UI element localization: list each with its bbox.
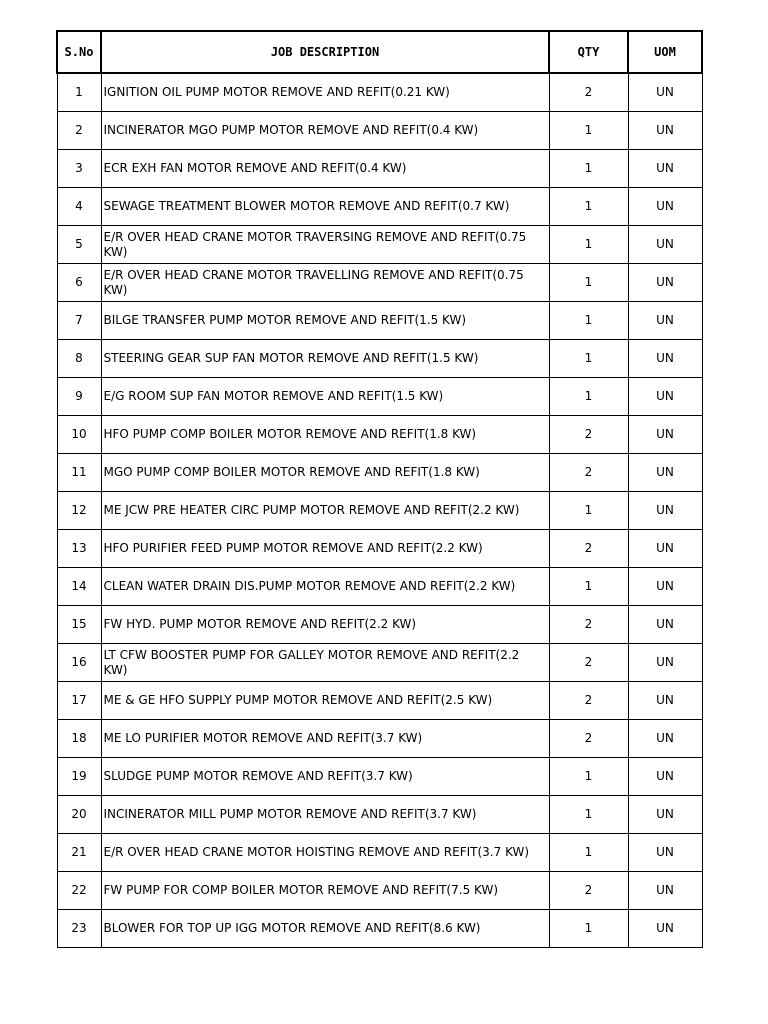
table-row (57, 682, 702, 720)
row-uom: UN (628, 454, 702, 492)
table-row (57, 796, 702, 834)
row-qty: 1 (549, 112, 628, 150)
row-qty: 2 (549, 454, 628, 492)
row-sno: 23 (57, 910, 101, 948)
row-qty: 2 (549, 416, 628, 454)
row-sno: 5 (57, 226, 101, 264)
row-sno: 14 (57, 568, 101, 606)
job-rows (57, 73, 702, 948)
table-row (57, 112, 702, 150)
row-qty: 2 (549, 606, 628, 644)
table-row (57, 644, 702, 682)
table-row (57, 150, 702, 188)
row-sno: 1 (57, 73, 101, 112)
row-uom: UN (628, 872, 702, 910)
header-sno: S.No (57, 31, 101, 73)
row-qty: 1 (549, 834, 628, 872)
row-description: ME & GE HFO SUPPLY PUMP MOTOR REMOVE AND REFIT(2.5 KW) (101, 682, 549, 720)
table-row (57, 910, 702, 948)
row-uom: UN (628, 530, 702, 568)
row-uom: UN (628, 112, 702, 150)
row-sno: 9 (57, 378, 101, 416)
row-uom: UN (628, 682, 702, 720)
table-row (57, 226, 702, 264)
row-description: HFO PUMP COMP BOILER MOTOR REMOVE AND REFIT(1.8 KW) (101, 416, 549, 454)
table-row (57, 492, 702, 530)
row-description: LT CFW BOOSTER PUMP FOR GALLEY MOTOR REMOVE AND REFIT(2.2 KW) (101, 644, 549, 682)
row-qty: 1 (549, 302, 628, 340)
row-description: E/R OVER HEAD CRANE MOTOR TRAVERSING REMOVE AND REFIT(0.75 KW) (101, 226, 549, 264)
table-row (57, 872, 702, 910)
row-description: FW HYD. PUMP MOTOR REMOVE AND REFIT(2.2 KW) (101, 606, 549, 644)
row-qty: 2 (549, 644, 628, 682)
row-qty: 1 (549, 758, 628, 796)
row-description: HFO PURIFIER FEED PUMP MOTOR REMOVE AND REFIT(2.2 KW) (101, 530, 549, 568)
row-sno: 3 (57, 150, 101, 188)
row-description: FW PUMP FOR COMP BOILER MOTOR REMOVE AND REFIT(7.5 KW) (101, 872, 549, 910)
row-sno: 6 (57, 264, 101, 302)
row-description: E/R OVER HEAD CRANE MOTOR TRAVELLING REMOVE AND REFIT(0.75 KW) (101, 264, 549, 302)
row-sno: 20 (57, 796, 101, 834)
row-uom: UN (628, 758, 702, 796)
row-uom: UN (628, 73, 702, 112)
row-qty: 2 (549, 720, 628, 758)
table-row (57, 264, 702, 302)
row-sno: 11 (57, 454, 101, 492)
row-sno: 2 (57, 112, 101, 150)
table-row (57, 834, 702, 872)
row-sno: 22 (57, 872, 101, 910)
row-uom: UN (628, 834, 702, 872)
row-sno: 12 (57, 492, 101, 530)
table-row (57, 302, 702, 340)
table-row (57, 340, 702, 378)
row-uom: UN (628, 264, 702, 302)
row-uom: UN (628, 378, 702, 416)
row-uom: UN (628, 226, 702, 264)
row-uom: UN (628, 606, 702, 644)
row-qty: 1 (549, 568, 628, 606)
row-sno: 18 (57, 720, 101, 758)
job-table (56, 30, 703, 948)
row-qty: 2 (549, 73, 628, 112)
row-qty: 1 (549, 226, 628, 264)
row-uom: UN (628, 302, 702, 340)
row-description: INCINERATOR MGO PUMP MOTOR REMOVE AND REFIT(0.4 KW) (101, 112, 549, 150)
row-description: MGO PUMP COMP BOILER MOTOR REMOVE AND REFIT(1.8 KW) (101, 454, 549, 492)
table-row (57, 568, 702, 606)
row-description: BILGE TRANSFER PUMP MOTOR REMOVE AND REFIT(1.5 KW) (101, 302, 549, 340)
row-description: SLUDGE PUMP MOTOR REMOVE AND REFIT(3.7 KW) (101, 758, 549, 796)
row-sno: 16 (57, 644, 101, 682)
row-sno: 8 (57, 340, 101, 378)
table-row (57, 416, 702, 454)
row-sno: 15 (57, 606, 101, 644)
row-description: IGNITION OIL PUMP MOTOR REMOVE AND REFIT(0.21 KW) (101, 73, 549, 112)
row-description: E/R OVER HEAD CRANE MOTOR HOISTING REMOVE AND REFIT(3.7 KW) (101, 834, 549, 872)
table-row (57, 606, 702, 644)
row-uom: UN (628, 416, 702, 454)
row-qty: 1 (549, 188, 628, 226)
table-row (57, 73, 702, 112)
row-sno: 7 (57, 302, 101, 340)
table-row (57, 720, 702, 758)
row-description: CLEAN WATER DRAIN DIS.PUMP MOTOR REMOVE AND REFIT(2.2 KW) (101, 568, 549, 606)
table-row (57, 758, 702, 796)
row-qty: 2 (549, 682, 628, 720)
row-uom: UN (628, 720, 702, 758)
row-qty: 1 (549, 150, 628, 188)
row-uom: UN (628, 796, 702, 834)
row-qty: 1 (549, 340, 628, 378)
header-row (57, 31, 702, 73)
row-uom: UN (628, 150, 702, 188)
row-description: INCINERATOR MILL PUMP MOTOR REMOVE AND REFIT(3.7 KW) (101, 796, 549, 834)
row-sno: 19 (57, 758, 101, 796)
table-row (57, 454, 702, 492)
table-row (57, 188, 702, 226)
row-description: ME JCW PRE HEATER CIRC PUMP MOTOR REMOVE AND REFIT(2.2 KW) (101, 492, 549, 530)
row-description: ECR EXH FAN MOTOR REMOVE AND REFIT(0.4 KW) (101, 150, 549, 188)
row-description: SEWAGE TREATMENT BLOWER MOTOR REMOVE AND REFIT(0.7 KW) (101, 188, 549, 226)
row-uom: UN (628, 188, 702, 226)
header-uom: UOM (628, 31, 702, 73)
row-description: BLOWER FOR TOP UP IGG MOTOR REMOVE AND REFIT(8.6 KW) (101, 910, 549, 948)
row-description: ME LO PURIFIER MOTOR REMOVE AND REFIT(3.7 KW) (101, 720, 549, 758)
row-description: E/G ROOM SUP FAN MOTOR REMOVE AND REFIT(1.5 KW) (101, 378, 549, 416)
row-sno: 10 (57, 416, 101, 454)
row-uom: UN (628, 910, 702, 948)
table-row (57, 530, 702, 568)
row-qty: 2 (549, 530, 628, 568)
row-qty: 1 (549, 492, 628, 530)
row-qty: 1 (549, 796, 628, 834)
row-uom: UN (628, 340, 702, 378)
row-qty: 1 (549, 910, 628, 948)
row-qty: 2 (549, 872, 628, 910)
row-sno: 13 (57, 530, 101, 568)
header-job-description: JOB DESCRIPTION (101, 31, 549, 73)
row-sno: 21 (57, 834, 101, 872)
row-sno: 17 (57, 682, 101, 720)
table-row (57, 378, 702, 416)
header-qty: QTY (549, 31, 628, 73)
row-uom: UN (628, 492, 702, 530)
row-qty: 1 (549, 378, 628, 416)
row-sno: 4 (57, 188, 101, 226)
row-uom: UN (628, 568, 702, 606)
row-uom: UN (628, 644, 702, 682)
row-qty: 1 (549, 264, 628, 302)
row-description: STEERING GEAR SUP FAN MOTOR REMOVE AND REFIT(1.5 KW) (101, 340, 549, 378)
